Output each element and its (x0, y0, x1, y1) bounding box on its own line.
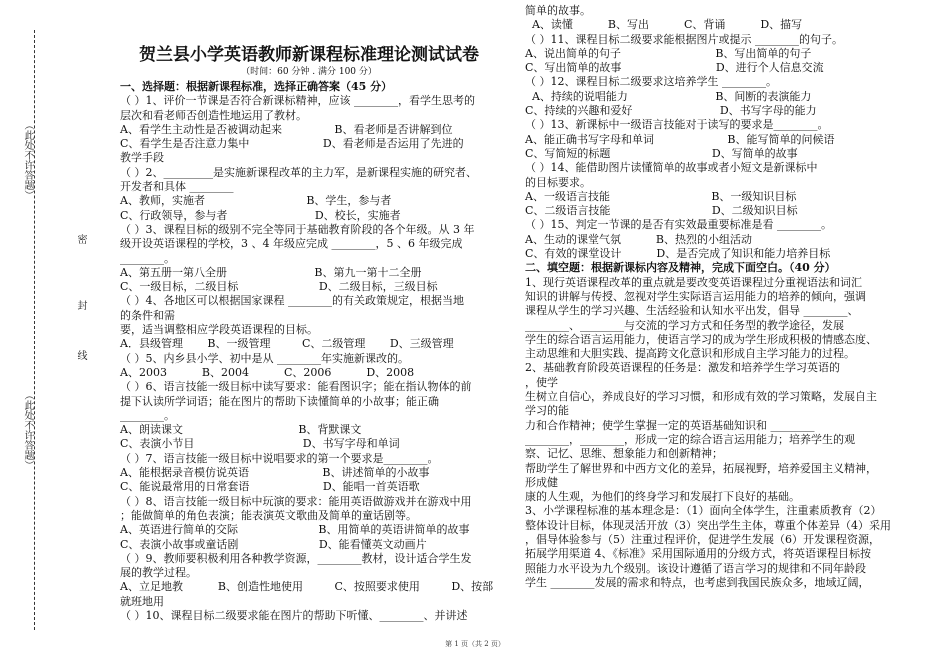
text-line: 拓展学用渠道 4、《标准》采用国际通用的分级方式，将英语课程目标按 (525, 547, 871, 561)
text-line: 开发者和具体 ________ (120, 180, 234, 194)
exam-subtitle: （时间：60 分钟 . 满分 100 分） (241, 67, 377, 77)
text-line: C、表演小故事或童话剧 D、能看懂英文动画片 (120, 537, 427, 551)
text-line: （ ）14、能借助图片读懂简单的故事或者小短文是新课标中 (525, 161, 818, 175)
seal-mark-mi: 密 (75, 234, 86, 244)
text-line: （ ）6、语言技能一级目标中读写要求：能看图识字；能在指认物体的前 (120, 380, 472, 394)
text-line: 要，适当调整相应学段英语课程的目标。 (120, 323, 318, 337)
text-line: A、看学生主动性是否被调动起来 B、看老师是否讲解到位 (120, 122, 453, 136)
text-line: （ ）12、课程目标二级要求这培养学生 ________。 (525, 75, 777, 89)
text-line: A、能正确书写字母和单词 B、能写简单的问候语 (525, 132, 835, 146)
text-line: ；能做简单的角色表演；能表演英文歌曲及简单的童话剧等。 (120, 508, 417, 522)
text-line: （ ）11、课程目标二级要求能根据图片或提示 ________的句子。 (525, 32, 843, 46)
text-line: C、行政领导，参与者 D、校长，实施者 (120, 208, 401, 222)
text-line: A、第五册一第八全册 B、第九一第十二全册 (120, 265, 422, 279)
text-line: 课程从学生的学习兴趣、生活经验和认知水平出发，倡导 ________、 (525, 304, 859, 318)
text-line: A．县级管理 B、一级管理 C、二级管理 D、三级管理 (120, 337, 454, 351)
text-line: （ ）7、语言技能一级目标中说唱要求的第一个要求是________。 (120, 451, 439, 465)
seal-mark-xian: 线 (75, 350, 86, 360)
text-line: 展的教学过程。 (120, 566, 197, 580)
text-line: C、看学生是否注意力集中 D、看老师是否运用了先进的 (120, 137, 464, 151)
text-line: A、2003 B、2004 C、2006 D、2008 (120, 365, 415, 379)
text-line: 照能力水平设为九个级别。该设计遵循了语言学习的规律和不同年龄段 (525, 561, 866, 575)
right-question-list (525, 4, 905, 590)
text-line: （ ）2、_________是实施新课程改革的主力军，是新课程实施的研究者、 (120, 165, 477, 179)
text-line: 1、现行英语课程改革的重点就是要改变英语课程过分重视语法和词汇 (525, 275, 862, 289)
text-line: 简单的故事。 (525, 4, 591, 17)
text-line: A、教师，实施者 B、学生，参与者 (120, 194, 392, 208)
text-line: 生树立自信心，养成良好的学习习惯，和形成有效的学习策略，发展自主 (525, 390, 877, 404)
seal-note-bottom: （此处不许答题） (22, 390, 33, 470)
text-line: 的条件和需 (120, 308, 175, 322)
right-column (525, 4, 905, 590)
text-line: （ ）15、判定一节课的是否有实效最重要标准是看 ________。 (525, 218, 832, 232)
text-line: C、能说最常用的日常套语 D、能唱一首英语歌 (120, 480, 420, 494)
text-line: 整体设计目标，体现灵活开放（3）突出学生主体，尊重个体差异（4）采用 (525, 518, 891, 532)
text-line: ________，________，形成一定的综合语言运用能力；培养学生的观 (525, 432, 855, 446)
text-line: 学生的综合语言运用能力，使语言学习的成为学生形成积极的情感态度、 (525, 332, 877, 346)
text-line: A、持续的说唱能力 B、间断的表演能力 (525, 89, 812, 103)
text-line: A、英语进行简单的交际 B、用简单的英语讲简单的故事 (120, 523, 470, 537)
text-line: A、能根据录音模仿说英语 B、讲述简单的小故事 (120, 466, 430, 480)
left-column (120, 44, 498, 623)
text-line: 康的人生观，为他们的终身学习和发展打下良好的基础。 (525, 490, 800, 504)
text-line: C、写简短的标题 D、写简单的故事 (525, 146, 798, 160)
text-line: C、持续的兴趣和爱好 D、书写字母的能力 (525, 104, 817, 118)
text-line: A、朗读课文 B、背默课文 (120, 423, 362, 437)
text-line: ________。 (120, 251, 175, 265)
text-line: 力和合作精神；使学生掌握一定的英语基础知识和 ________ (525, 418, 815, 432)
text-line: 级开设英语课程的学校，3 、4 年级应完成 ________，5 、6 年级完成 (120, 237, 463, 251)
text-line: 教学手段 (120, 151, 164, 165)
seal-note-top: （此处不许答题） (22, 120, 33, 200)
text-line: 就班地用 (120, 594, 164, 608)
text-line: C、写出简单的故事 D、进行个人信息交流 (525, 61, 824, 75)
text-line: A、生动的课堂气氛 B、热烈的小组活动 (525, 232, 752, 246)
text-line: 学生 ________发展的需求和特点，也考虑到我国民族众多，地域辽阔， (525, 575, 870, 589)
seal-line (34, 30, 35, 630)
text-line: C、表演小节目 D、书写字母和单词 (120, 437, 400, 451)
section-heading: 一、选择题：根据新课程标准，选择正确答案（45 分） (120, 80, 393, 93)
text-line: 提下认读所学词语；能在图片的帮助下读懂简单的小故事；能正确 (120, 394, 439, 408)
left-question-list (120, 80, 498, 623)
text-line: 知识的讲解与传授、忽视对学生实际语言运用能力的培养的倾向，强调 (525, 289, 866, 303)
text-line: （ ）1、评价一节课是否符合新课标精神，应该 ________，看学生思考的 (120, 94, 475, 108)
exam-title: 贺兰县小学英语教师新课程标准理论测试试卷 (139, 45, 479, 65)
text-line: 帮助学生了解世界和中西方文化的差异，拓展视野，培养爱国主义精神， (525, 461, 877, 475)
text-line: A、读懂 B、写出 C、背诵 D、描写 (525, 18, 803, 32)
text-line: 主动思维和大胆实践、提高跨文化意识和形成自主学习能力的过程。 (525, 347, 855, 361)
text-line: A、一级语言技能 B、一级知识目标 (525, 189, 797, 203)
text-line: （ ）10、课程目标二级要求能在图片的帮助下听懂、________、并讲述 (120, 608, 468, 622)
text-line: 层次和看老师否创造性地运用了教材。 (120, 108, 307, 122)
text-line: （ ）9、教师要积极利用各种教学资源，________教材，设计适合学生发 (120, 551, 472, 565)
text-line: 3、小学课程标准的基本理念是：（1）面向全体学生，注重素质教育（2） (525, 504, 882, 518)
text-line: （ ）13、新课标中一级语言技能对于读写的要求是________。 (525, 118, 829, 132)
text-line: A、说出简单的句子 B、写出简单的句子 (525, 46, 812, 60)
text-line: （ ）5、内乡县小学、初中是从 ________年实施新课改的。 (120, 351, 409, 365)
text-line: 学习的能 (525, 404, 569, 418)
text-line: （ ）4、各地区可以根据国家课程 ________的有关政策规定，根据当地 (120, 294, 464, 308)
text-line: （ ）8、语言技能一级目标中玩演的要求：能用英语做游戏并在游戏中用 (120, 494, 472, 508)
text-line: 察、记忆、思维、想象能力和创新精神； (525, 447, 723, 461)
text-line: ________。 (120, 408, 175, 422)
text-line: （ ）3、课程目标的级别不完全等同于基础教育阶段的各个年级。从 3 年 (120, 222, 475, 236)
text-line: 形成健 (525, 475, 558, 489)
text-line: C、一级目标，二级目标 D、二级目标，三级目标 (120, 280, 438, 294)
page-number: 第 1 页（共 2 页） (445, 640, 505, 648)
text-line: ，使学 (525, 375, 558, 389)
text-line: C、二级语言技能 D、二级知识目标 (525, 204, 798, 218)
seal-mark-feng: 封 (75, 300, 86, 310)
text-line: 2、基础教育阶段英语课程的任务是：激发和培养学生学习英语的 (525, 361, 840, 375)
text-line: ________、________与交流的学习方式和任务型的教学途径，发展 (525, 318, 844, 332)
text-line: A、立足地教 B、创造性地使用 C、按照要求使用 D、按部 (120, 580, 494, 594)
text-line: ，倡导体验参与（5）注重过程评价，促进学生发展（6）开发课程资源， (525, 532, 880, 546)
text-line: C、有效的课堂设计 D、是否完成了知识和能力培养目标 (525, 247, 831, 261)
text-line: 的目标要求。 (525, 175, 591, 189)
section-heading: 二、填空题：根据新课标内容及精神，完成下面空白。（40 分） (525, 261, 836, 275)
